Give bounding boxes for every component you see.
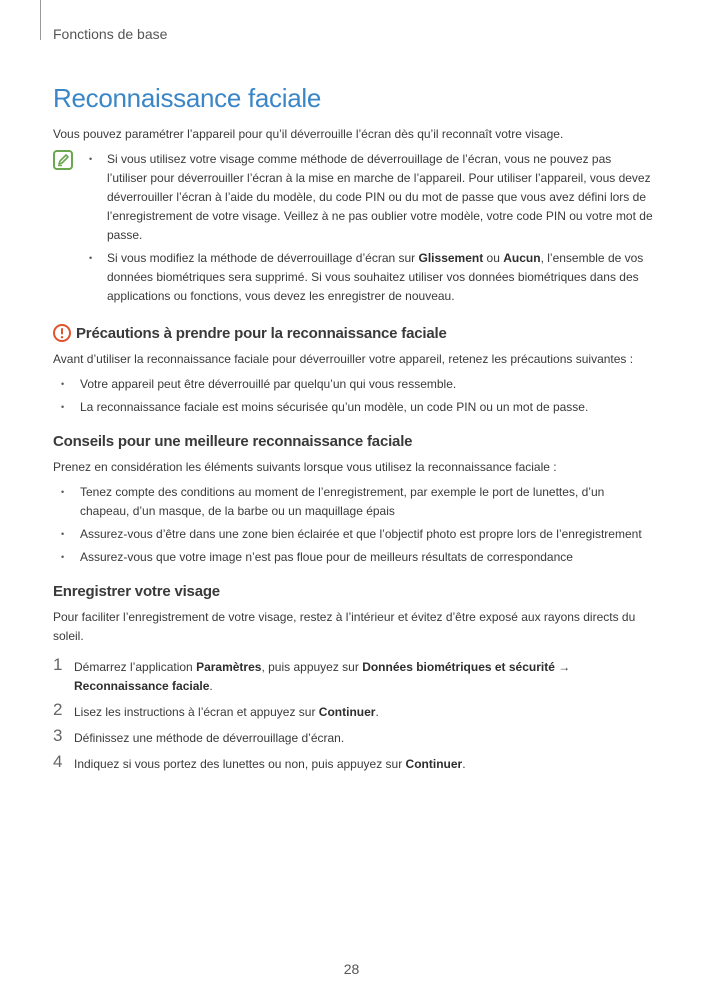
main-content — [53, 125, 653, 781]
step-text: Définissez une méthode de déverrouillage d’écran. — [74, 731, 345, 745]
step-text: Lisez les instructions à l’écran et appuyez sur — [74, 705, 319, 719]
precautions-list — [53, 375, 653, 417]
list-item: • Votre appareil peut être déverrouillé par quelqu’un qui vous ressemble. — [53, 375, 653, 394]
list-item: • Assurez-vous que votre image n’est pas floue pour de meilleurs résultats de correspondance — [53, 548, 653, 567]
menu-reconnaissance-faciale: Reconnaissance faciale — [74, 679, 210, 693]
tips-heading: Conseils pour une meilleure reconnaissance faciale — [53, 433, 413, 450]
note-box — [53, 150, 653, 306]
page-number: 28 — [343, 961, 360, 977]
list-item — [107, 150, 653, 245]
intro-text: Vous pouvez paramétrer l’appareil pour qu’il déverrouille l’écran dès qu’il reconnaît votre visage. — [53, 127, 564, 141]
note-item-text: Si vous modifiez la méthode de déverrouillage d’écran sur — [107, 251, 419, 265]
precautions-heading — [53, 324, 653, 342]
step-text: Démarrez l’application — [74, 660, 197, 674]
step-text: , puis appuyez sur — [261, 660, 363, 674]
warning-icon — [53, 324, 71, 342]
step-item — [53, 726, 653, 748]
step-number: 4 — [53, 752, 63, 771]
step-number: 2 — [53, 700, 63, 719]
register-heading: Enregistrer votre visage — [53, 583, 220, 600]
note-item-text: , l’ensemble de vos données biométriques sera supprimé. Si vous souhaitez utiliser vos données biométriques dans des applications ou fonctions, vous devez les enregistrer de nouveau. — [107, 251, 644, 303]
step-number: 3 — [53, 726, 63, 745]
button-continuer: Continuer — [405, 757, 463, 771]
step-text: . — [209, 679, 213, 693]
register-steps — [53, 655, 653, 774]
step-text: . — [462, 757, 466, 771]
list-item: • Assurez-vous d’être dans une zone bien éclairée et que l’objectif photo est propre lors de l’enregistrement — [53, 525, 653, 544]
arrow-icon: → — [554, 660, 571, 674]
note-pencil-icon — [53, 150, 73, 170]
button-continuer: Continuer — [318, 705, 376, 719]
note-item-text: Si vous utilisez votre visage comme méthode de déverrouillage de l’écran, vous ne pouvez pas l’utiliser pour déverrouiller l’écran à la mise en marche de l’appareil. Pour utiliser l’appareil, vous devez déverrouiller l’écran à l’aide du modèle, du code PIN ou du mot de passe que vous avez défini lors de l’enregistrement de votre visage. Veillez à ne pas oublier votre modèle, votre code PIN ou votre mot de passe. — [107, 152, 653, 242]
page-title: Reconnaissance faciale — [53, 83, 322, 113]
note-item-text: ou — [483, 251, 504, 265]
menu-donnees-biometriques: Données biométriques et sécurité — [362, 660, 555, 674]
list-item: • Tenez compte des conditions au moment de l’enregistrement, par exemple le port de lunettes, d’un chapeau, d’un masque, de la barbe ou un maquillage épais — [53, 483, 653, 521]
option-aucun: Aucun — [503, 251, 541, 265]
step-text: Indiquez si vous portez des lunettes ou non, puis appuyez sur — [74, 757, 406, 771]
list-item — [107, 249, 653, 306]
section-header: Fonctions de base — [53, 26, 168, 42]
step-item — [53, 752, 653, 774]
step-item — [53, 700, 653, 722]
list-item: • La reconnaissance faciale est moins sécurisée qu’un modèle, un code PIN ou un mot de passe. — [53, 398, 653, 417]
register-intro: Pour faciliter l’enregistrement de votre visage, restez à l’intérieur et évitez d’être exposé aux rayons directs du soleil. — [53, 610, 636, 643]
note-list — [107, 150, 653, 306]
header-rule — [40, 0, 41, 40]
step-number: 1 — [53, 655, 63, 674]
tips-list — [53, 483, 653, 567]
step-item — [53, 655, 653, 696]
menu-parametres: Paramètres — [196, 660, 262, 674]
step-text: . — [375, 705, 379, 719]
option-glissement: Glissement — [418, 251, 484, 265]
precautions-intro: Avant d’utiliser la reconnaissance faciale pour déverrouiller votre appareil, retenez les précautions suivantes : — [53, 352, 634, 366]
tips-intro: Prenez en considération les éléments suivants lorsque vous utilisez la reconnaissance faciale : — [53, 460, 557, 474]
precautions-heading-text: Précautions à prendre pour la reconnaissance faciale — [76, 324, 447, 342]
